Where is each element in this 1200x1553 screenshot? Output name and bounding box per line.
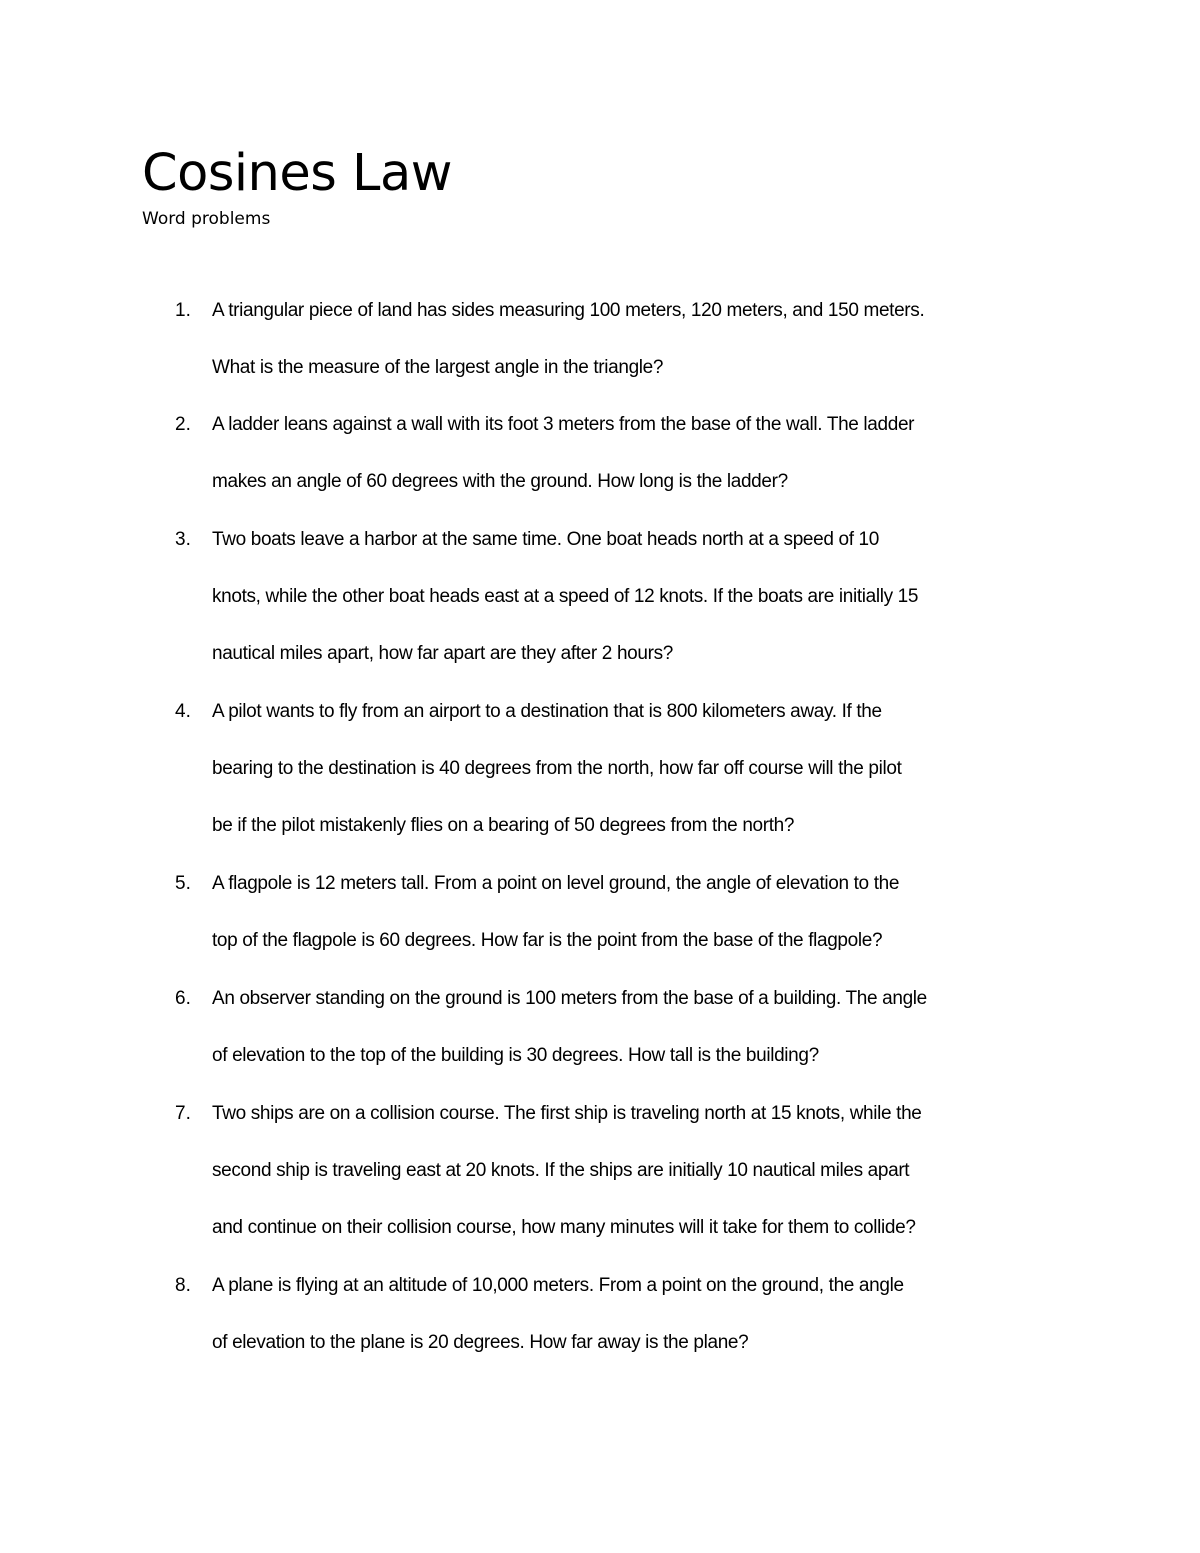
problem-text-line: makes an angle of 60 degrees with the ground. How long is the ladder? (212, 471, 788, 492)
problem-number: 2. (175, 414, 191, 435)
problem-text-line: A plane is flying at an altitude of 10,000 meters. From a point on the ground, the angle (212, 1275, 904, 1296)
problem-text-line: second ship is traveling east at 20 knots. If the ships are initially 10 nautical miles apart (212, 1160, 910, 1181)
document-title: Cosines Law (142, 144, 452, 203)
problem-text-line: nautical miles apart, how far apart are they after 2 hours? (212, 643, 673, 664)
problem-text-line: Two ships are on a collision course. The first ship is traveling north at 15 knots, while the (212, 1103, 922, 1124)
problem-text-line: A flagpole is 12 meters tall. From a point on level ground, the angle of elevation to the (212, 873, 900, 894)
problem-number: 8. (175, 1275, 191, 1296)
problem-text-line: A triangular piece of land has sides measuring 100 meters, 120 meters, and 150 meters. (212, 300, 925, 321)
problem-text-line: knots, while the other boat heads east at a speed of 12 knots. If the boats are initially 15 (212, 586, 919, 607)
document-subtitle: Word problems (142, 209, 271, 229)
problem-text-line: of elevation to the top of the building is 30 degrees. How tall is the building? (212, 1045, 819, 1066)
problem-text-line: be if the pilot mistakenly flies on a bearing of 50 degrees from the north? (212, 815, 795, 836)
problem-text-line: of elevation to the plane is 20 degrees. How far away is the plane? (212, 1332, 749, 1353)
problem-text-line: A pilot wants to fly from an airport to a destination that is 800 kilometers away. If the (212, 701, 882, 722)
problem-text-line: bearing to the destination is 40 degrees from the north, how far off course will the pilot (212, 758, 902, 779)
problem-text-line: An observer standing on the ground is 100 meters from the base of a building. The angle (212, 988, 927, 1009)
problem-number: 1. (175, 300, 191, 321)
problem-text-line: and continue on their collision course, how many minutes will it take for them to collide? (212, 1217, 916, 1238)
problem-number: 6. (175, 988, 191, 1009)
problem-text-line: A ladder leans against a wall with its foot 3 meters from the base of the wall. The ladder (212, 414, 915, 435)
problem-text-line: Two boats leave a harbor at the same time. One boat heads north at a speed of 10 (212, 529, 879, 550)
problem-number: 7. (175, 1103, 191, 1124)
problem-number: 4. (175, 701, 191, 722)
problem-number: 3. (175, 529, 191, 550)
problem-number: 5. (175, 873, 191, 894)
problem-text-line: top of the flagpole is 60 degrees. How far is the point from the base of the flagpole? (212, 930, 883, 951)
problem-text-line: What is the measure of the largest angle in the triangle? (212, 357, 664, 378)
